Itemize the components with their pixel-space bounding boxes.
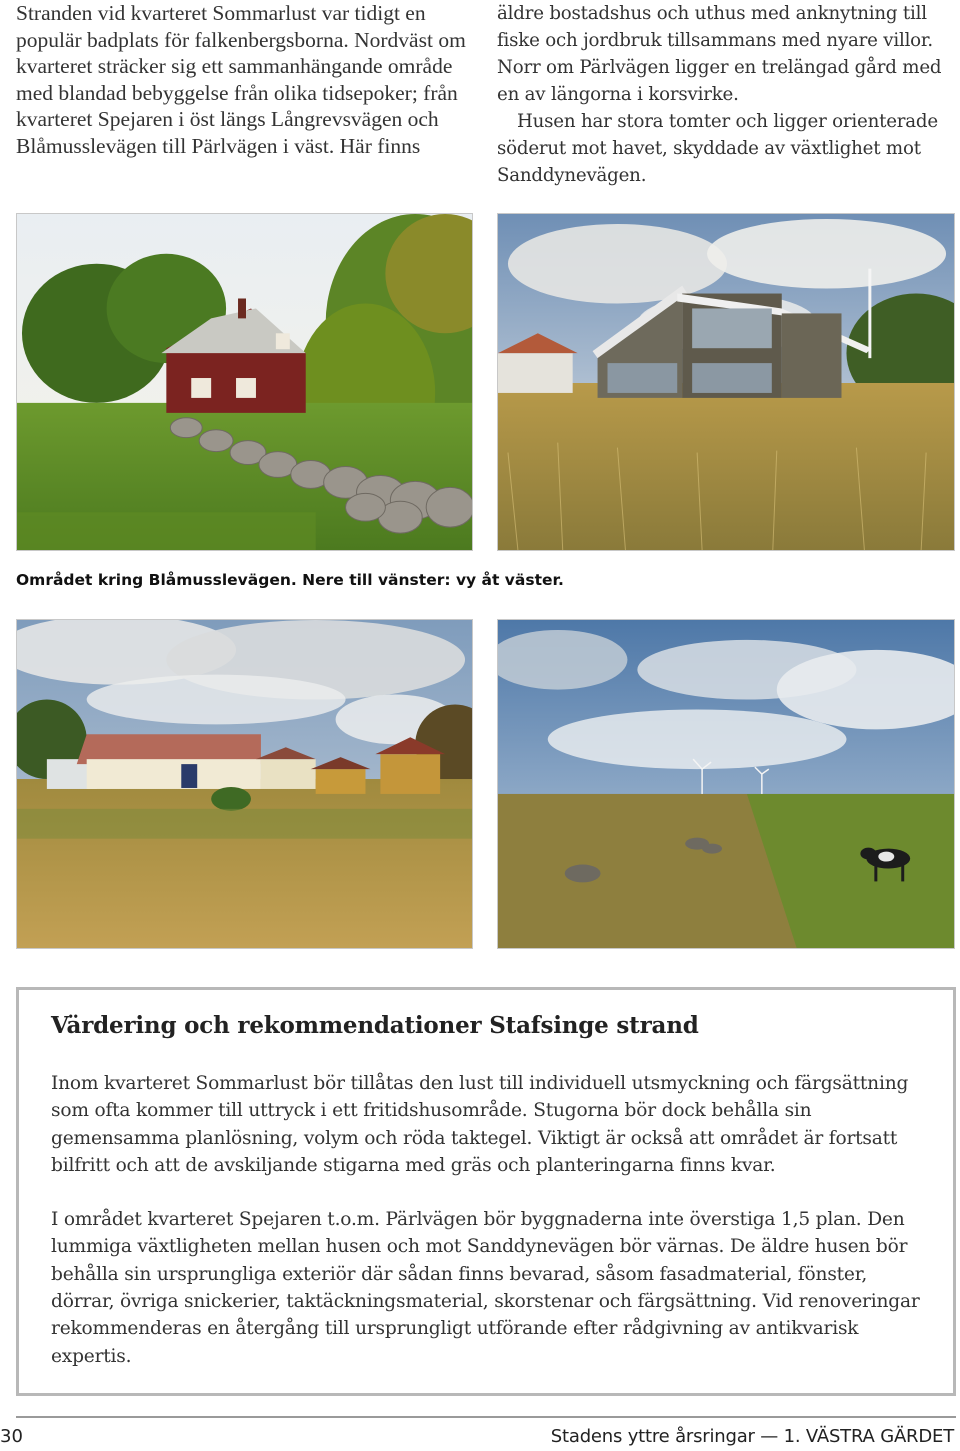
- photo-cottages-view-west: [16, 619, 473, 949]
- running-title: Stadens yttre årsringar — 1. VÄSTRA GÄRDET: [550, 1426, 954, 1447]
- recommendation-box: [16, 987, 956, 1396]
- photo-modern-villa-meadow: [497, 213, 955, 551]
- photo-meadow-dog-turbines: [497, 619, 955, 949]
- left-column-text: [16, 0, 472, 159]
- right-column-text: [497, 0, 955, 189]
- footer-divider: [16, 1416, 956, 1418]
- photo-red-house-stone-wall: [16, 213, 473, 551]
- recommendation-paragraph-2: I området kvarteret Spejaren t.o.m. Pärlvägen bör byggnaderna inte överstiga 1,5 plan. Den lummiga växtligheten mellan husen och mot Sanddynevägen bör värnas. De äldre husen bör behålla sin ursprungliga exteriör där sådan finns bevarad, såsom fasadmaterial, fönster, dörrar, övriga snickerier, taktäckningsmaterial, skorstenar och färgsättning. Vid renoveringar rekommenderas en återgång till ursprungligt utförande efter rådgivning av antikvarisk expertis.: [51, 1209, 920, 1367]
- recommendation-title: Värdering och rekommendationer Stafsinge strand: [51, 1012, 699, 1039]
- photo-caption: Området kring Blåmusslevägen. Nere till vänster: vy åt väster.: [16, 571, 564, 589]
- recommendation-paragraph-1: Inom kvarteret Sommarlust bör tillåtas den lust till individuell utsmyckning och färgsättning som ofta kommer till uttryck i ett fritidshusområde. Stugorna bör dock behålla sin gemensamma planlösning, volym och röda taktegel. Viktigt är också att området är fortsatt bilfritt och att de avskiljande stigarna med gräs och planteringarna finns kvar.: [51, 1073, 909, 1176]
- right-paragraph-2: Husen har stora tomter och ligger orienterade söderut mot havet, skyddade av växtlighet mot Sanddynevägen.: [497, 111, 938, 186]
- right-paragraph-1: äldre bostadshus och uthus med anknytning till fiske och jordbruk tillsammans med nyare villor. Norr om Pärlvägen ligger en trelängad gård med en av längorna i korsvirke.: [497, 3, 942, 105]
- left-paragraph: Stranden vid kvarteret Sommarlust var tidigt en populär badplats för falkenbergsborna. Nordväst om kvarteret sträcker sig ett sammanhängande område med blandad bebyggelse från olika tidsepoker; från kvarteret Spejaren i öst längs Långrevsvägen och Blåmusslevägen till Pärlvägen i väst. Här finns: [16, 1, 466, 158]
- page-number: 30: [0, 1426, 23, 1447]
- recommendation-body: [51, 1070, 931, 1370]
